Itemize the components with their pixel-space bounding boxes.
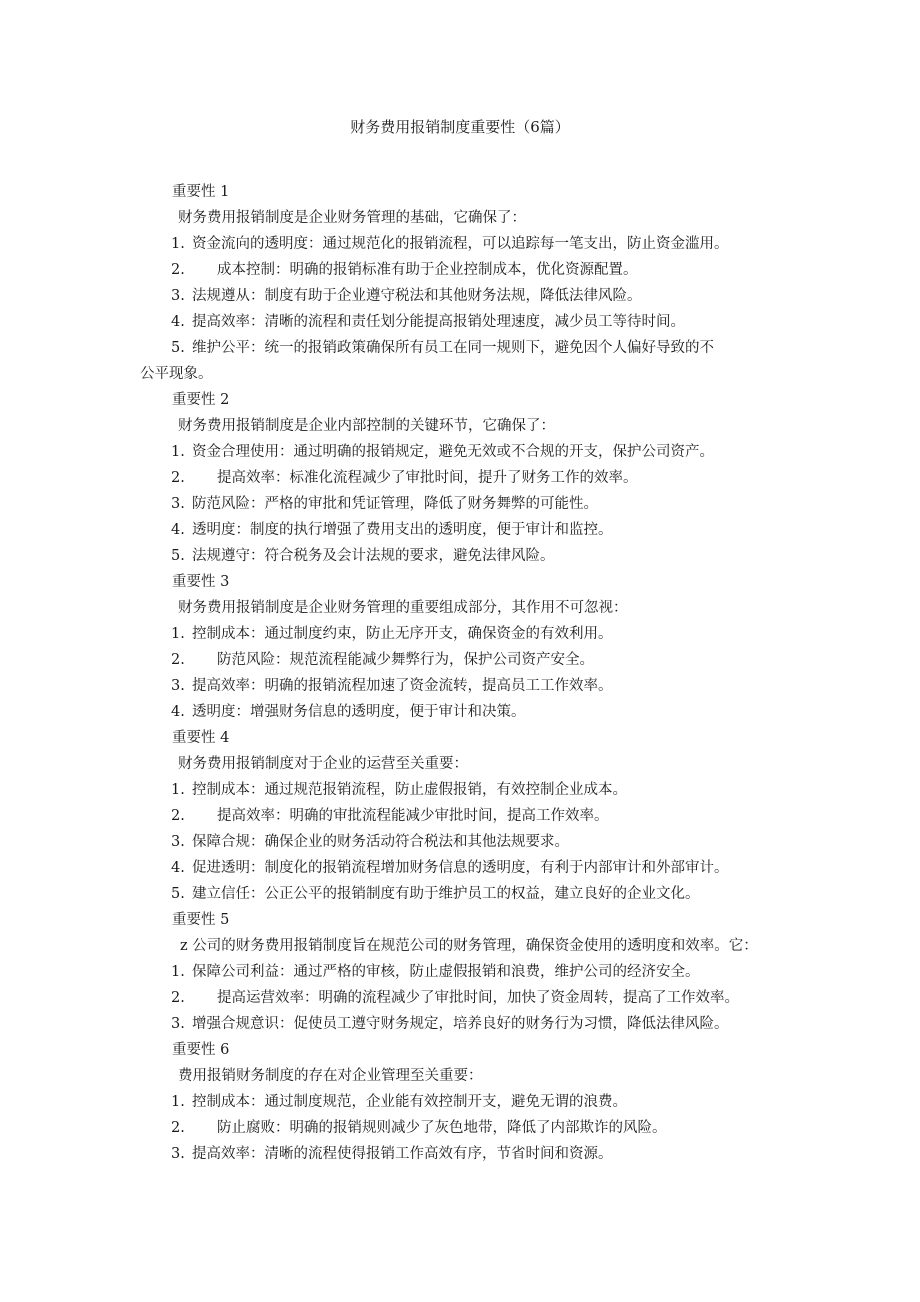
list-item-number: 3. (171, 1146, 185, 1162)
list-item-text: 提高效率：清晰的流程和责任划分能提高报销处理速度，减少员工等待时间。 (192, 314, 685, 330)
section-heading: 重要性 4 (172, 730, 230, 746)
list-item (140, 465, 790, 491)
list-item-continuation: 公平现象。 (140, 366, 213, 382)
list-item-number: 1. (171, 1094, 185, 1110)
section-intro: 财务费用报销制度是企业内部控制的关键环节，它确保了： (178, 418, 555, 434)
list-item-text: 法规遵从：制度有助于企业遵守税法和其他财务法规，降低法律风险。 (192, 288, 642, 304)
list-item-text: 成本控制：明确的报销标准有助于企业控制成本，优化资源配置。 (217, 262, 638, 278)
document-title: 财务费用报销制度重要性（6篇） (350, 118, 570, 136)
list-item-text: 透明度：增强财务信息的透明度，便于审计和决策。 (192, 704, 526, 720)
list-item-number: 1. (171, 626, 185, 642)
section-heading: 重要性 5 (172, 912, 230, 928)
list-item-number: 5. (171, 340, 185, 356)
list-item (140, 1141, 790, 1167)
list-item-text: 提高运营效率：明确的流程减少了审批时间，加快了资金周转，提高了工作效率。 (217, 990, 739, 1006)
list-item-number: 5. (171, 548, 185, 564)
list-item (140, 881, 790, 907)
list-item-number: 4. (171, 860, 185, 876)
section-heading: 重要性 2 (172, 392, 230, 408)
list-item-text: 资金流向的透明度：通过规范化的报销流程，可以追踪每一笔支出，防止资金滥用。 (192, 236, 729, 252)
list-item (140, 647, 790, 673)
list-item-text: 控制成本：通过制度约束，防止无序开支，确保资金的有效利用。 (192, 626, 613, 642)
list-item-number: 3. (171, 678, 185, 694)
section-heading: 重要性 6 (172, 1042, 230, 1058)
list-item-number: 2. (171, 262, 185, 278)
section-heading: 重要性 3 (172, 574, 230, 590)
list-item-text: 增强合规意识：促使员工遵守财务规定，培养良好的财务行为习惯，降低法律风险。 (192, 1016, 729, 1032)
list-item-number: 5. (171, 886, 185, 902)
list-item (140, 543, 790, 569)
list-item-text: 控制成本：通过制度规范，企业能有效控制开支，避免无谓的浪费。 (192, 1094, 627, 1110)
document-body (140, 179, 790, 1167)
list-item-text: 建立信任：公正公平的报销制度有助于维护员工的权益，建立良好的企业文化。 (192, 886, 700, 902)
list-item-number: 3. (171, 834, 185, 850)
list-item-text: 提高效率：清晰的流程使得报销工作高效有序，节省时间和资源。 (192, 1146, 613, 1162)
list-item (140, 959, 790, 985)
list-item-text: 控制成本：通过规范报销流程，防止虚假报销，有效控制企业成本。 (192, 782, 627, 798)
list-item (140, 491, 790, 517)
list-item-number: 4. (171, 704, 185, 720)
list-item (140, 621, 790, 647)
list-item (140, 283, 790, 309)
list-item (140, 309, 790, 335)
list-item-number: 3. (171, 288, 185, 304)
list-item-text: 保障公司利益：通过严格的审核，防止虚假报销和浪费，维护公司的经济安全。 (192, 964, 700, 980)
section-intro: 费用报销财务制度的存在对企业管理至关重要： (178, 1068, 483, 1084)
list-item-text: 防范风险：严格的审批和凭证管理，降低了财务舞弊的可能性。 (192, 496, 598, 512)
list-item-text: 透明度：制度的执行增强了费用支出的透明度，便于审计和监控。 (192, 522, 613, 538)
list-item (140, 231, 790, 257)
list-item (140, 803, 790, 829)
list-item-text: 提高效率：明确的报销流程加速了资金流转，提高员工工作效率。 (192, 678, 613, 694)
list-item-text: 法规遵守：符合税务及会计法规的要求，避免法律风险。 (192, 548, 555, 564)
list-item-number: 2. (171, 808, 185, 824)
list-item (140, 1089, 790, 1115)
list-item (140, 439, 790, 465)
list-item-number: 1. (171, 236, 185, 252)
list-item-text: 保障合规：确保企业的财务活动符合税法和其他法规要求。 (192, 834, 569, 850)
list-item-number: 2. (171, 990, 185, 1006)
list-item (140, 829, 790, 855)
section-heading: 重要性 1 (172, 184, 230, 200)
list-item-text: 防范风险：规范流程能减少舞弊行为，保护公司资产安全。 (217, 652, 594, 668)
list-item (140, 257, 790, 283)
list-item-number: 4. (171, 522, 185, 538)
list-item (140, 673, 790, 699)
list-item (140, 1115, 790, 1141)
list-item (140, 777, 790, 803)
list-item (140, 985, 790, 1011)
list-item-number: 3. (171, 1016, 185, 1032)
list-item-text: 提高效率：标准化流程减少了审批时间，提升了财务工作的效率。 (217, 470, 638, 486)
list-item-number: 2. (171, 470, 185, 486)
list-item-text: 促进透明：制度化的报销流程增加财务信息的透明度，有利于内部审计和外部审计。 (192, 860, 729, 876)
list-item-text: 提高效率：明确的审批流程能减少审批时间，提高工作效率。 (217, 808, 609, 824)
section-intro: 财务费用报销制度是企业财务管理的基础，它确保了： (178, 210, 526, 226)
list-item-text: 防止腐败：明确的报销规则减少了灰色地带，降低了内部欺诈的风险。 (217, 1120, 667, 1136)
list-item (140, 335, 790, 361)
section-intro: z 公司的财务费用报销制度旨在规范公司的财务管理，确保资金使用的透明度和效率。它： (180, 938, 758, 954)
list-item-number: 1. (171, 964, 185, 980)
list-item (140, 1011, 790, 1037)
list-item (140, 699, 790, 725)
list-item (140, 855, 790, 881)
list-item-number: 4. (171, 314, 185, 330)
list-item-number: 2. (171, 652, 185, 668)
list-item-text: 资金合理使用：通过明确的报销规定，避免无效或不合规的开支，保护公司资产。 (192, 444, 714, 460)
list-item-number: 1. (171, 782, 185, 798)
list-item-number: 2. (171, 1120, 185, 1136)
list-item (140, 517, 790, 543)
section-intro: 财务费用报销制度是企业财务管理的重要组成部分，其作用不可忽视： (178, 600, 628, 616)
list-item-text: 维护公平：统一的报销政策确保所有员工在同一规则下，避免因个人偏好导致的不 (192, 340, 714, 356)
list-item-number: 1. (171, 444, 185, 460)
list-item-number: 3. (171, 496, 185, 512)
section-intro: 财务费用报销制度对于企业的运营至关重要： (178, 756, 468, 772)
